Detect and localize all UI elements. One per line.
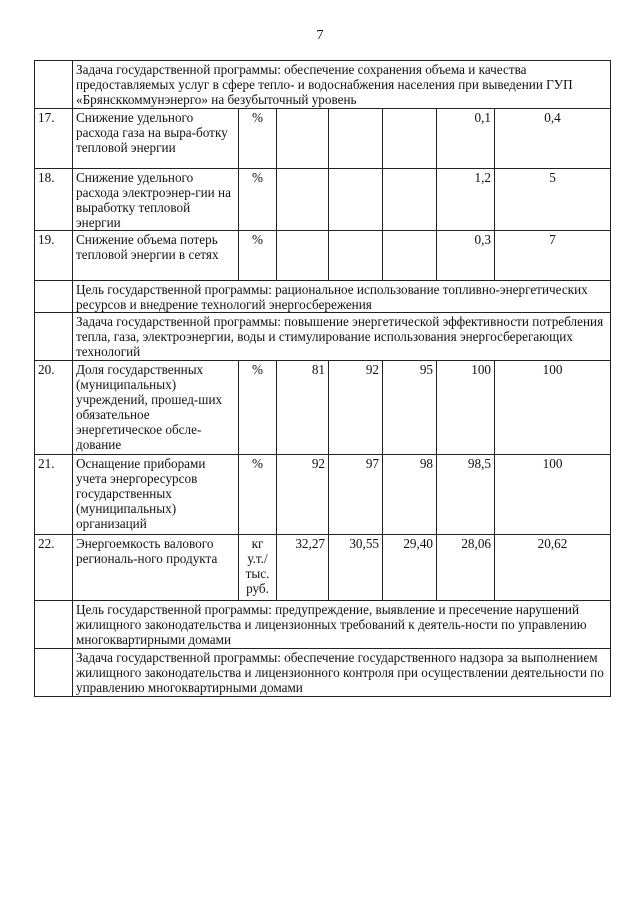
value-cell: 100: [495, 361, 611, 455]
goal-text: Цель государственной программы: предупреждение, выявление и пресечение нарушений жилищного законодательства и лицензионных требований к деятель-ности по управлению многоквартирными домами: [73, 601, 611, 649]
value-cell: 81: [277, 361, 329, 455]
value-cell: 92: [329, 361, 383, 455]
value-cell: 100: [495, 455, 611, 535]
goal-row-2: [35, 281, 611, 313]
value-cell: 7: [495, 231, 611, 281]
indicator-name: Оснащение приборами учета энергоресурсов государственных (муниципальных) организаций: [73, 455, 239, 535]
indicator-name: Снижение объема потерь тепловой энергии в сетях: [73, 231, 239, 281]
row-number: 19.: [35, 231, 73, 281]
table-row: [35, 361, 611, 455]
goal-text: Цель государственной программы: рациональное использование топливно-энергетических ресурсов и внедрение технологий энергосбережения: [73, 281, 611, 313]
value-cell: 20,62: [495, 535, 611, 601]
table-row: [35, 535, 611, 601]
empty-num-cell: [35, 649, 73, 697]
value-cell: 29,40: [383, 535, 437, 601]
value-cell: [277, 169, 329, 231]
row-number: 22.: [35, 535, 73, 601]
empty-num-cell: [35, 281, 73, 313]
value-cell: 0,4: [495, 109, 611, 169]
row-number: 17.: [35, 109, 73, 169]
empty-num-cell: [35, 601, 73, 649]
unit-cell: кг у.т./ тыс. руб.: [239, 535, 277, 601]
indicators-table: [34, 60, 611, 697]
value-cell: 32,27: [277, 535, 329, 601]
value-cell: [329, 231, 383, 281]
value-cell: [277, 109, 329, 169]
value-cell: 98: [383, 455, 437, 535]
table-row: [35, 231, 611, 281]
empty-num-cell: [35, 61, 73, 109]
task-row-3: [35, 649, 611, 697]
unit-cell: %: [239, 109, 277, 169]
row-number: 21.: [35, 455, 73, 535]
table-row: [35, 455, 611, 535]
indicator-name: Доля государственных (муниципальных) учреждений, прошед-ших обязательное энергетическое обсле-дование: [73, 361, 239, 455]
indicator-name: Снижение удельного расхода газа на выра-ботку тепловой энергии: [73, 109, 239, 169]
value-cell: 98,5: [437, 455, 495, 535]
task-row-1: [35, 61, 611, 109]
table-row: [35, 109, 611, 169]
task-text: Задача государственной программы: обеспечение сохранения объема и качества предоставляемых услуг в сфере тепло- и водоснабжения населения при выведении ГУП «Брянсккоммунэнерго» на безубыточный уровень: [73, 61, 611, 109]
empty-num-cell: [35, 313, 73, 361]
value-cell: 92: [277, 455, 329, 535]
table-row: [35, 169, 611, 231]
row-number: 20.: [35, 361, 73, 455]
value-cell: 1,2: [437, 169, 495, 231]
task-text: Задача государственной программы: обеспечение государственного надзора за выполнением жилищного законодательства и лицензионного контроля при осуществлении деятельности по управлению многоквартирными домами: [73, 649, 611, 697]
value-cell: 97: [329, 455, 383, 535]
indicator-name: Снижение удельного расхода электроэнер-гии на выработку тепловой энергии: [73, 169, 239, 231]
value-cell: [277, 231, 329, 281]
goal-row-3: [35, 601, 611, 649]
unit-cell: %: [239, 231, 277, 281]
value-cell: 0,3: [437, 231, 495, 281]
unit-cell: %: [239, 169, 277, 231]
unit-cell: %: [239, 361, 277, 455]
indicator-name: Энергоемкость валового региональ-ного продукта: [73, 535, 239, 601]
value-cell: 0,1: [437, 109, 495, 169]
value-cell: [329, 109, 383, 169]
value-cell: [329, 169, 383, 231]
value-cell: 95: [383, 361, 437, 455]
task-row-2: [35, 313, 611, 361]
value-cell: [383, 231, 437, 281]
task-text: Задача государственной программы: повышение энергетической эффективности потребления тепла, газа, электроэнергии, воды и стимулирование использования энергосберегающих технологий: [73, 313, 611, 361]
value-cell: 30,55: [329, 535, 383, 601]
value-cell: 5: [495, 169, 611, 231]
value-cell: [383, 169, 437, 231]
value-cell: 100: [437, 361, 495, 455]
row-number: 18.: [35, 169, 73, 231]
page-number: 7: [316, 28, 324, 43]
value-cell: [383, 109, 437, 169]
value-cell: 28,06: [437, 535, 495, 601]
unit-cell: %: [239, 455, 277, 535]
